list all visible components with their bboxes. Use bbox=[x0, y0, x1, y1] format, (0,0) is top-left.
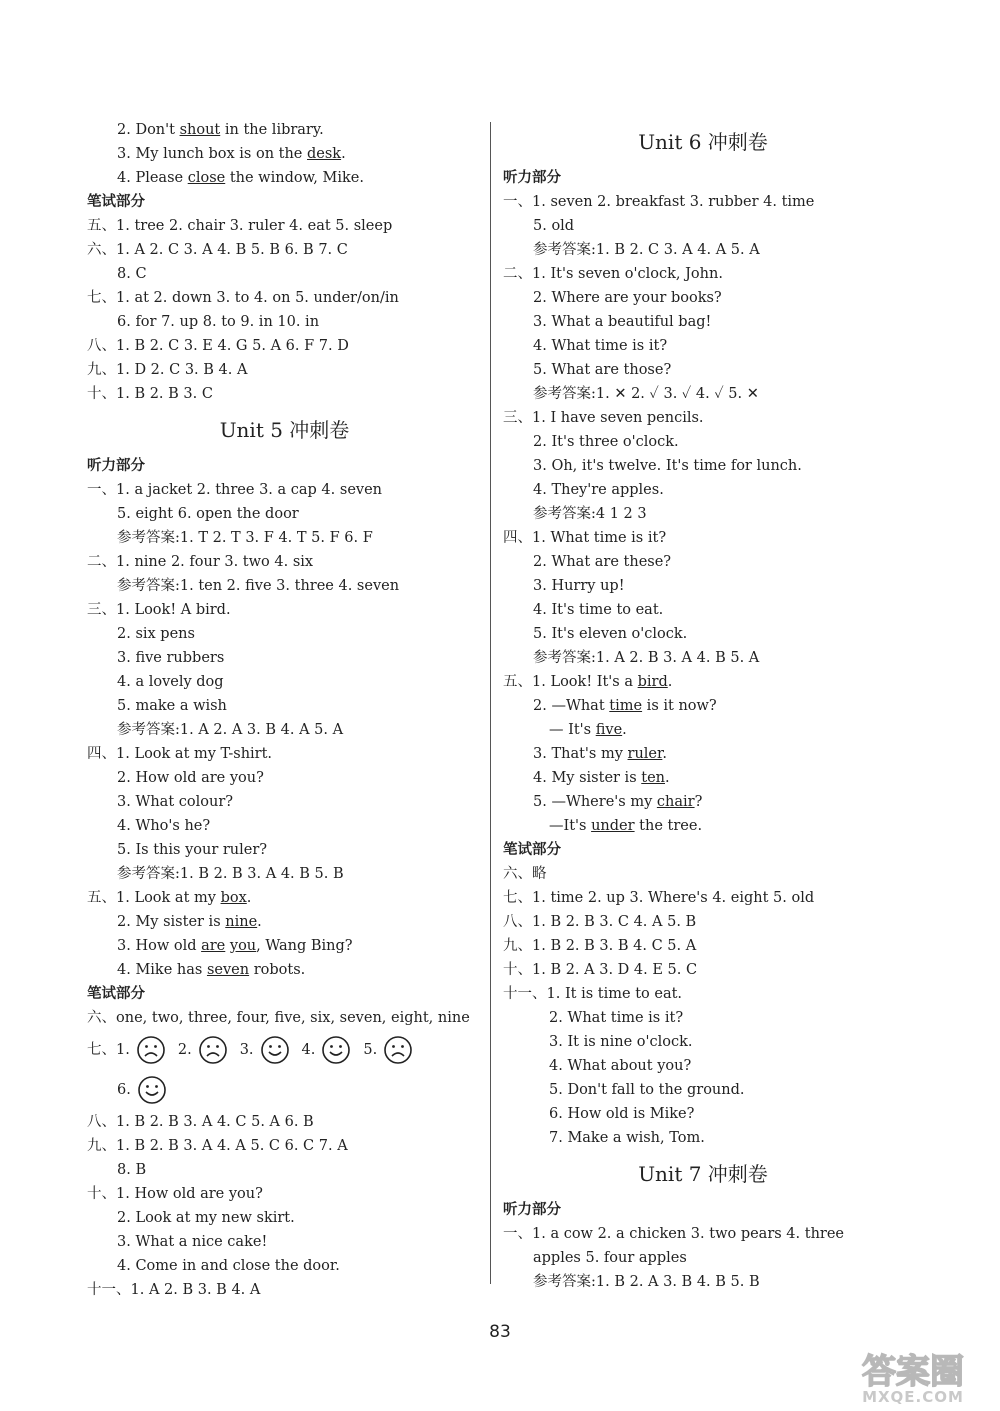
line-text: Unit 7 冲刺卷 bbox=[638, 1162, 768, 1186]
line-text: 3. What colour? bbox=[117, 794, 234, 810]
line-text: 六、one, two, three, four, five, six, seven, eight, nine bbox=[87, 1010, 470, 1026]
line-text: 2. —What bbox=[533, 698, 610, 714]
section-heading bbox=[503, 166, 903, 190]
line-text: 3. It is nine o'clock. bbox=[549, 1034, 693, 1050]
sad-face-icon bbox=[198, 1035, 228, 1065]
line-text: 六、1. A 2. C 3. A 4. B 5. B 6. B 7. C bbox=[87, 242, 348, 258]
answer-line bbox=[87, 670, 482, 694]
answer-line bbox=[87, 334, 482, 358]
line-text: 参考答案:1. A 2. B 3. A 4. B 5. A bbox=[533, 650, 760, 666]
line-text: 二、1. It's seven o'clock, John. bbox=[503, 266, 723, 282]
answer-line bbox=[87, 502, 482, 526]
line-text: 5. What are those? bbox=[533, 362, 672, 378]
line-text: 3. five rubbers bbox=[117, 650, 225, 666]
answer-line bbox=[503, 982, 903, 1006]
line-text: 三、1. Look! A bird. bbox=[87, 602, 231, 618]
page-number: 83 bbox=[489, 1322, 511, 1342]
answer-line bbox=[87, 526, 482, 550]
answer-line bbox=[503, 622, 903, 646]
watermark-site: MXQE.COM bbox=[862, 1388, 964, 1406]
answer-line bbox=[503, 358, 903, 382]
line-text: 3. Hurry up! bbox=[533, 578, 625, 594]
line-text: 3. How old bbox=[117, 938, 202, 954]
line-text: 5. Is this your ruler? bbox=[117, 842, 268, 858]
underlined-answer: time bbox=[609, 698, 643, 714]
line-text: 3. What a beautiful bag! bbox=[533, 314, 712, 330]
line-text: 7. Make a wish, Tom. bbox=[549, 1130, 705, 1146]
line-text: . bbox=[246, 890, 252, 906]
unit-title bbox=[503, 1150, 903, 1198]
line-text: 六、略 bbox=[503, 866, 547, 882]
line-text: 二、1. nine 2. four 3. two 4. six bbox=[87, 554, 314, 570]
answer-line bbox=[503, 478, 903, 502]
answer-line bbox=[87, 694, 482, 718]
happy-face-icon bbox=[321, 1035, 351, 1065]
answer-line bbox=[503, 862, 903, 886]
answer-line bbox=[87, 382, 482, 406]
answer-line bbox=[87, 214, 482, 238]
answer-line bbox=[87, 862, 482, 886]
answer-line bbox=[503, 526, 903, 550]
answer-line bbox=[87, 286, 482, 310]
line-text: 十一、1. It is time to eat. bbox=[503, 986, 683, 1002]
line-text: 4. My sister is bbox=[533, 770, 642, 786]
line-text: . bbox=[662, 746, 667, 762]
sad-face-icon bbox=[136, 1035, 166, 1065]
line-text: 五、1. Look! It's a bbox=[503, 674, 638, 690]
line-text: 6. for 7. up 8. to 9. in 10. in bbox=[117, 314, 320, 330]
line-text: 2. What are these? bbox=[533, 554, 672, 570]
line-text: 3. That's my bbox=[533, 746, 628, 762]
line-text: 九、1. B 2. B 3. A 4. A 5. C 6. C 7. A bbox=[87, 1138, 348, 1154]
underlined-answer: box bbox=[220, 890, 247, 906]
answer-line bbox=[503, 934, 903, 958]
answer-line bbox=[87, 310, 482, 334]
answer-line bbox=[503, 550, 903, 574]
line-text: robots. bbox=[249, 962, 306, 978]
underlined-answer: bird bbox=[637, 674, 668, 690]
answer-line bbox=[503, 382, 903, 406]
answer-line bbox=[503, 1270, 903, 1294]
line-text: 5. eight 6. open the door bbox=[117, 506, 299, 522]
answer-line bbox=[87, 574, 482, 598]
answer-line bbox=[503, 790, 903, 814]
underlined-answer: ruler bbox=[627, 746, 663, 762]
answer-line bbox=[87, 934, 482, 958]
answer-line bbox=[503, 262, 903, 286]
line-text: 九、1. B 2. B 3. B 4. C 5. A bbox=[503, 938, 697, 954]
line-text: 参考答案:1. B 2. A 3. B 4. B 5. B bbox=[533, 1274, 760, 1290]
line-text: 五、1. tree 2. chair 3. ruler 4. eat 5. sleep bbox=[87, 218, 393, 234]
line-text: — It's bbox=[549, 722, 596, 738]
line-text: 2. It's three o'clock. bbox=[533, 434, 679, 450]
answer-line bbox=[503, 1246, 903, 1270]
line-text: apples 5. four apples bbox=[533, 1250, 687, 1266]
answer-line bbox=[503, 1222, 903, 1246]
answer-number: 3. bbox=[239, 1042, 254, 1058]
underlined-answer: are bbox=[201, 938, 226, 954]
happy-face-icon bbox=[260, 1035, 290, 1065]
line-text: 三、1. I have seven pencils. bbox=[503, 410, 704, 426]
happy-face-icon bbox=[137, 1075, 167, 1105]
column-divider bbox=[490, 122, 491, 1284]
answer-line bbox=[503, 502, 903, 526]
line-text: 十、1. B 2. B 3. C bbox=[87, 386, 213, 402]
answer-line bbox=[503, 334, 903, 358]
answer-line bbox=[503, 1054, 903, 1078]
line-text: 5. old bbox=[533, 218, 575, 234]
line-text: . bbox=[341, 146, 346, 162]
answer-line bbox=[503, 406, 903, 430]
answer-line bbox=[87, 910, 482, 934]
answer-line bbox=[87, 1134, 482, 1158]
line-text: 八、1. B 2. B 3. C 4. A 5. B bbox=[503, 914, 697, 930]
answer-line bbox=[503, 574, 903, 598]
right-column bbox=[503, 118, 903, 1294]
line-text: 4. They're apples. bbox=[533, 482, 664, 498]
answer-line bbox=[503, 1030, 903, 1054]
answer-line bbox=[87, 790, 482, 814]
answer-line bbox=[503, 286, 903, 310]
answer-line bbox=[503, 670, 903, 694]
line-text: 2. Where are your books? bbox=[533, 290, 722, 306]
line-text: 2. What time is it? bbox=[549, 1010, 684, 1026]
line-text: 笔试部分 bbox=[87, 194, 145, 210]
line-text: 参考答案:1. B 2. C 3. A 4. A 5. A bbox=[533, 242, 760, 258]
answer-line bbox=[87, 142, 482, 166]
answer-line bbox=[503, 1102, 903, 1126]
line-text: . bbox=[667, 674, 673, 690]
line-text: 一、1. a jacket 2. three 3. a cap 4. seven bbox=[87, 482, 383, 498]
answer-line bbox=[87, 166, 482, 190]
answer-line bbox=[503, 238, 903, 262]
answer-line bbox=[503, 430, 903, 454]
answer-number: 七、1. bbox=[87, 1042, 130, 1058]
line-text: 2. six pens bbox=[117, 626, 195, 642]
line-text: 笔试部分 bbox=[87, 986, 145, 1002]
line-text: 九、1. D 2. C 3. B 4. A bbox=[87, 362, 248, 378]
line-text: 4. It's time to eat. bbox=[533, 602, 664, 618]
line-text: 八、1. B 2. B 3. A 4. C 5. A 6. B bbox=[87, 1114, 314, 1130]
underlined-answer: close bbox=[187, 170, 226, 186]
answer-line bbox=[87, 1158, 482, 1182]
line-text: 8. B bbox=[117, 1162, 147, 1178]
line-text: 听力部分 bbox=[503, 170, 561, 186]
answer-line bbox=[87, 1230, 482, 1254]
underlined-answer: desk bbox=[307, 146, 342, 162]
line-text: —It's bbox=[549, 818, 592, 834]
line-text: , Wang Bing? bbox=[256, 938, 353, 954]
line-text: 参考答案:4 1 2 3 bbox=[533, 506, 647, 522]
line-text: 参考答案:1. ✕ 2. ✓ 3. ✓ 4. ✓ 5. ✕ bbox=[533, 386, 759, 402]
underlined-answer: nine bbox=[225, 914, 258, 930]
answer-line bbox=[87, 550, 482, 574]
answer-line bbox=[503, 190, 903, 214]
answer-number: 4. bbox=[301, 1042, 316, 1058]
answer-number: 2. bbox=[177, 1042, 192, 1058]
line-text: 4. Please bbox=[117, 170, 188, 186]
line-text: 5. Don't fall to the ground. bbox=[549, 1082, 745, 1098]
answer-line bbox=[503, 310, 903, 334]
answer-line bbox=[87, 262, 482, 286]
line-text: 十、1. B 2. A 3. D 4. E 5. C bbox=[503, 962, 698, 978]
line-text: 2. My sister is bbox=[117, 914, 226, 930]
answer-line bbox=[87, 358, 482, 382]
line-text: 参考答案:1. A 2. A 3. B 4. A 5. A bbox=[117, 722, 344, 738]
line-text: 2. Look at my new skirt. bbox=[117, 1210, 295, 1226]
line-text: 6. How old is Mike? bbox=[549, 1106, 695, 1122]
answer-line bbox=[503, 214, 903, 238]
answer-line bbox=[87, 1110, 482, 1134]
line-text: 参考答案:1. T 2. T 3. F 4. T 5. F 6. F bbox=[117, 530, 373, 546]
section-heading bbox=[87, 190, 482, 214]
answer-line bbox=[87, 1006, 482, 1030]
line-text: the tree. bbox=[634, 818, 703, 834]
line-text: 3. My lunch box is on the bbox=[117, 146, 307, 162]
answer-number: 6. bbox=[117, 1082, 131, 1098]
line-text: 2. How old are you? bbox=[117, 770, 264, 786]
line-text: 参考答案:1. ten 2. five 3. three 4. seven bbox=[117, 578, 400, 594]
answer-line bbox=[503, 1006, 903, 1030]
line-text: . bbox=[622, 722, 627, 738]
answer-number: 5. bbox=[363, 1042, 378, 1058]
answer-line bbox=[87, 742, 482, 766]
answer-line bbox=[87, 598, 482, 622]
line-text: 3. Oh, it's twelve. It's time for lunch. bbox=[533, 458, 802, 474]
answer-line bbox=[503, 646, 903, 670]
section-heading bbox=[503, 1198, 903, 1222]
line-text: 十、1. How old are you? bbox=[87, 1186, 263, 1202]
line-text: 参考答案:1. B 2. B 3. A 4. B 5. B bbox=[117, 866, 344, 882]
line-text: 听力部分 bbox=[87, 458, 145, 474]
line-text: Unit 6 冲刺卷 bbox=[638, 130, 768, 154]
line-text: 四、1. What time is it? bbox=[503, 530, 667, 546]
answer-line bbox=[87, 646, 482, 670]
line-text: Unit 5 冲刺卷 bbox=[219, 418, 350, 442]
answer-line bbox=[87, 1182, 482, 1206]
answer-line bbox=[503, 1126, 903, 1150]
answer-line bbox=[503, 454, 903, 478]
answer-line bbox=[87, 1206, 482, 1230]
line-text: in the library. bbox=[220, 122, 324, 138]
answer-line bbox=[503, 886, 903, 910]
smiley-answer-row bbox=[87, 1070, 482, 1110]
sad-face-icon bbox=[383, 1035, 413, 1065]
line-text: . bbox=[257, 914, 262, 930]
answer-line bbox=[87, 958, 482, 982]
underlined-answer: seven bbox=[206, 962, 250, 978]
unit-title bbox=[87, 406, 482, 454]
answer-line bbox=[87, 718, 482, 742]
answer-line bbox=[87, 766, 482, 790]
answer-line bbox=[503, 766, 903, 790]
answer-line bbox=[503, 910, 903, 934]
answer-line bbox=[87, 838, 482, 862]
line-text: 十一、1. A 2. B 3. B 4. A bbox=[87, 1282, 261, 1298]
left-column bbox=[87, 118, 482, 1302]
answer-line bbox=[503, 718, 903, 742]
watermark-logo-text: 答案圈 bbox=[862, 1352, 964, 1392]
line-text: 一、1. seven 2. breakfast 3. rubber 4. time bbox=[503, 194, 815, 210]
answer-line bbox=[87, 118, 482, 142]
line-text: 5. make a wish bbox=[117, 698, 227, 714]
underlined-answer: you bbox=[229, 938, 257, 954]
line-text: 四、1. Look at my T-shirt. bbox=[87, 746, 273, 762]
line-text: . bbox=[665, 770, 670, 786]
line-text: 5. It's eleven o'clock. bbox=[533, 626, 688, 642]
line-text: 5. —Where's my bbox=[533, 794, 657, 810]
underlined-answer: chair bbox=[656, 794, 695, 810]
underlined-answer: under bbox=[591, 818, 635, 834]
line-text: 2. Don't bbox=[117, 122, 180, 138]
underlined-answer: shout bbox=[179, 122, 221, 138]
smiley-answer-row bbox=[87, 1030, 482, 1070]
answer-line bbox=[503, 694, 903, 718]
answer-line bbox=[87, 238, 482, 262]
line-text: 七、1. time 2. up 3. Where's 4. eight 5. old bbox=[503, 890, 815, 906]
line-text: 五、1. Look at my bbox=[87, 890, 221, 906]
answer-line bbox=[503, 1078, 903, 1102]
line-text: 七、1. at 2. down 3. to 4. on 5. under/on/in bbox=[87, 290, 399, 306]
line-text: is it now? bbox=[642, 698, 717, 714]
underlined-answer: ten bbox=[641, 770, 665, 786]
line-text: 3. What a nice cake! bbox=[117, 1234, 268, 1250]
line-text: 笔试部分 bbox=[503, 842, 561, 858]
line-text: ? bbox=[694, 794, 703, 810]
underlined-answer: five bbox=[595, 722, 623, 738]
answer-line bbox=[87, 886, 482, 910]
answer-line bbox=[87, 1254, 482, 1278]
line-text: 4. a lovely dog bbox=[117, 674, 224, 690]
answer-line bbox=[87, 478, 482, 502]
answer-line bbox=[87, 1278, 482, 1302]
line-text: 4. Mike has bbox=[117, 962, 207, 978]
section-heading bbox=[503, 838, 903, 862]
line-text: 4. What time is it? bbox=[533, 338, 668, 354]
answer-line bbox=[87, 814, 482, 838]
line-text: 4. Who's he? bbox=[117, 818, 211, 834]
section-heading bbox=[87, 454, 482, 478]
line-text: 8. C bbox=[117, 266, 147, 282]
line-text: 4. What about you? bbox=[549, 1058, 692, 1074]
line-text: 4. Come in and close the door. bbox=[117, 1258, 340, 1274]
answer-line bbox=[87, 622, 482, 646]
answer-line bbox=[503, 814, 903, 838]
unit-title bbox=[503, 118, 903, 166]
line-text: 一、1. a cow 2. a chicken 3. two pears 4. three bbox=[503, 1226, 845, 1242]
answer-line bbox=[503, 958, 903, 982]
section-heading bbox=[87, 982, 482, 1006]
answer-line bbox=[503, 598, 903, 622]
line-text: the window, Mike. bbox=[225, 170, 364, 186]
line-text: 听力部分 bbox=[503, 1202, 561, 1218]
line-text: 八、1. B 2. C 3. E 4. G 5. A 6. F 7. D bbox=[87, 338, 349, 354]
answer-line bbox=[503, 742, 903, 766]
